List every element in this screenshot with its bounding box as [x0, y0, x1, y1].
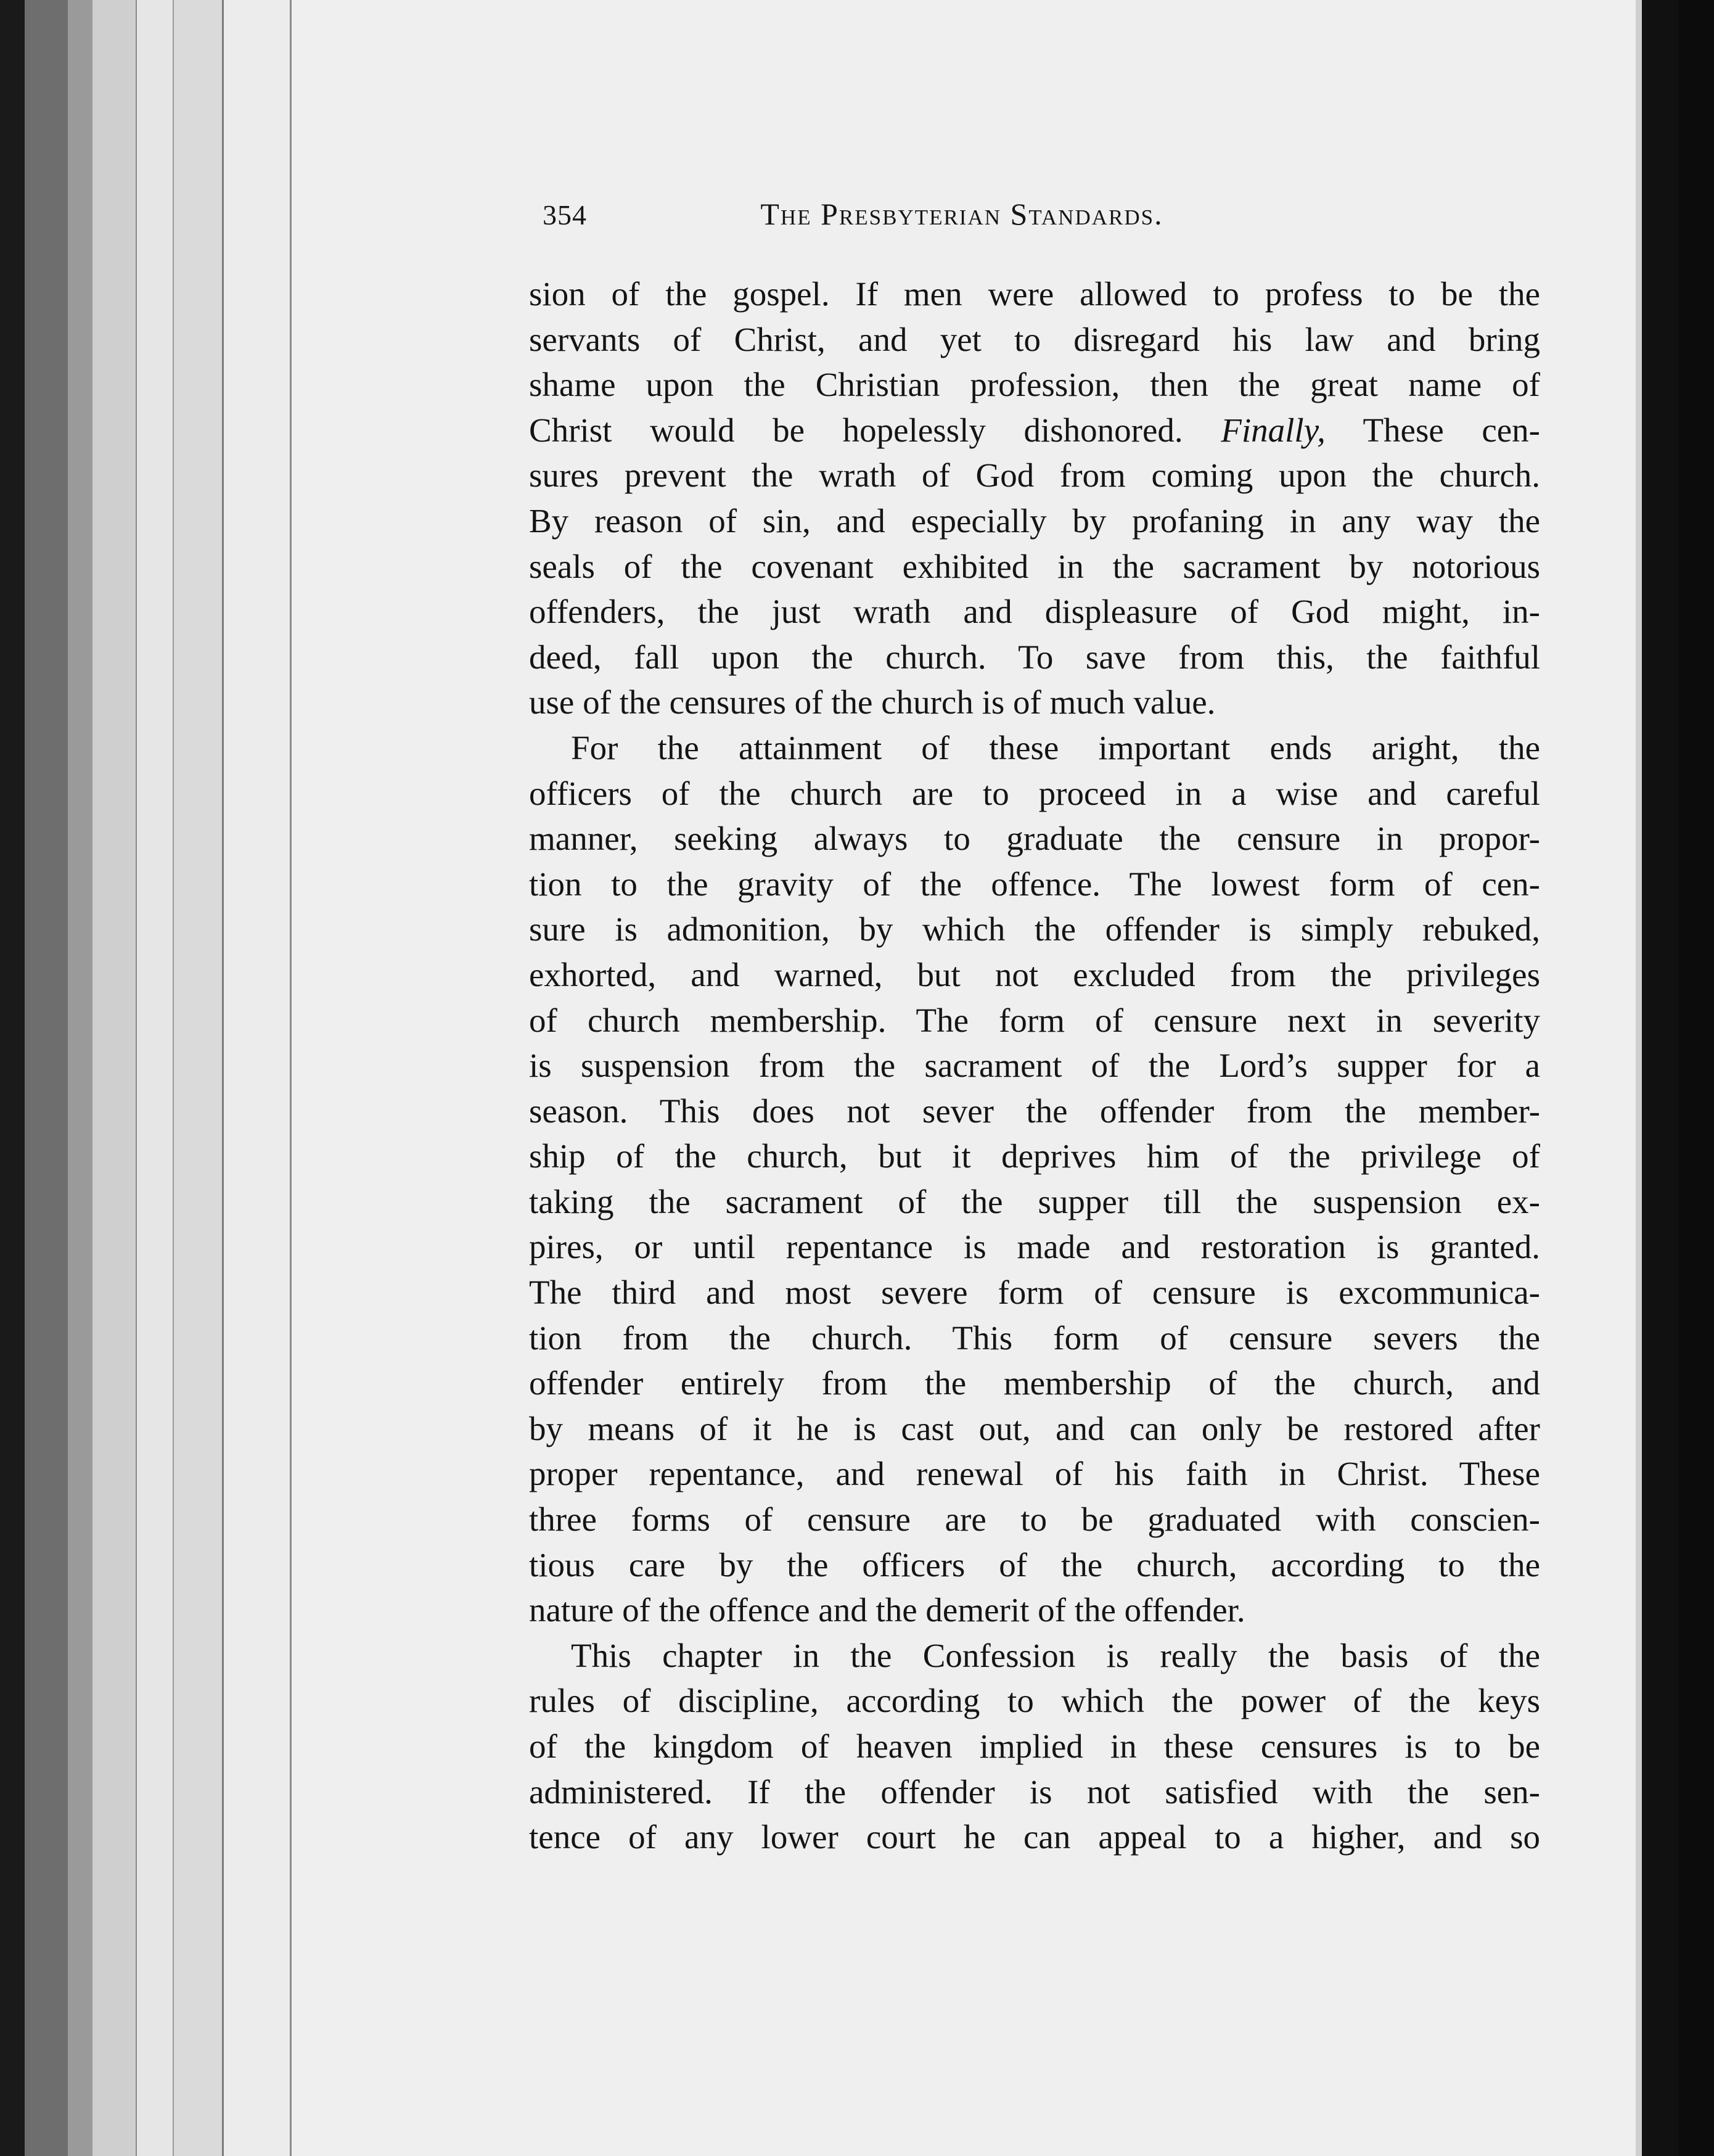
book-page-stack-edge: [68, 0, 92, 2156]
text-line: rules of discipline, according to which the power of the keys: [529, 1682, 1540, 1720]
text-line: taking the sacrament of the supper till the suspension ex-: [529, 1182, 1540, 1220]
book-binding-edge: [0, 0, 25, 2156]
text-line-with-italic: [529, 408, 1540, 453]
text-line: The third and most severe form of censure is excommunica-: [529, 1273, 1540, 1312]
running-title: The Presbyterian Standards.: [760, 197, 1163, 231]
book-page-stack-edge: [25, 0, 68, 2156]
page-right-edge: [1636, 0, 1642, 2156]
text-line: by means of it he is cast out, and can only be restored after: [529, 1409, 1540, 1447]
page-number: 354: [543, 199, 587, 231]
text-line: three forms of censure are to be graduated with conscien-: [529, 1500, 1540, 1539]
running-head: [543, 196, 1289, 245]
text-line: administered. If the offender is not satisfied with the sen-: [529, 1772, 1540, 1811]
text-line: pires, or until repentance is made and restoration is granted.: [529, 1228, 1540, 1266]
text-line: use of the censures of the church is of much value.: [529, 683, 1216, 722]
italic-word: Finally,: [1221, 411, 1326, 449]
text-line: tion from the church. This form of censure severs the: [529, 1319, 1540, 1357]
text-line: sion of the gospel. If men were allowed to profess to be the: [529, 275, 1540, 313]
text-line: tence of any lower court he can appeal to a higher, and so: [529, 1818, 1540, 1856]
text-line: servants of Christ, and yet to disregard his law and bring: [529, 320, 1540, 358]
book-page-stack-edge: [222, 0, 292, 2156]
book-page-stack-edge: [136, 0, 174, 2156]
body-text: [529, 271, 1540, 1860]
book-page-stack-edge: [92, 0, 136, 2156]
text-line: sure is admonition, by which the offender is simply rebuked,: [529, 910, 1540, 948]
book-page-stack-edge: [173, 0, 223, 2156]
text-line: This chapter in the Confession is really the basis of the: [571, 1636, 1540, 1674]
text-line: shame upon the Christian profession, then the great name of: [529, 366, 1540, 404]
text-line: ship of the church, but it deprives him of the privilege of: [529, 1137, 1540, 1175]
text-line: deed, fall upon the church. To save from this, the faithful: [529, 638, 1540, 676]
text-line: manner, seeking always to graduate the censure in propor-: [529, 820, 1540, 858]
text-line: officers of the church are to proceed in a wise and careful: [529, 774, 1540, 812]
text-fragment: Christ would be hopelessly dishonored.: [529, 411, 1183, 449]
text-line: of church membership. The form of censure next in severity: [529, 1001, 1540, 1039]
text-line: sures prevent the wrath of God from coming upon the church.: [529, 456, 1540, 495]
text-line: is suspension from the sacrament of the Lord’s supper for a: [529, 1047, 1540, 1085]
text-line: offenders, the just wrath and displeasure of God might, in-: [529, 593, 1540, 631]
text-fragment: These cen-: [1363, 411, 1540, 449]
text-line: proper repentance, and renewal of his faith in Christ. These: [529, 1455, 1540, 1493]
text-line: of the kingdom of heaven implied in these censures is to be: [529, 1727, 1540, 1765]
scan-border: [1642, 0, 1679, 2156]
text-line: seals of the covenant exhibited in the sacrament by notorious: [529, 547, 1540, 585]
text-line: By reason of sin, and especially by profaning in any way the: [529, 501, 1540, 540]
text-line: For the attainment of these important ends aright, the: [571, 728, 1540, 767]
text-line: exhorted, and warned, but not excluded from the privileges: [529, 955, 1540, 994]
text-line: nature of the offence and the demerit of the offender.: [529, 1591, 1245, 1629]
text-line: season. This does not sever the offender from the member-: [529, 1092, 1540, 1130]
text-line: tion to the gravity of the offence. The lowest form of cen-: [529, 865, 1540, 903]
text-line: tious care by the officers of the church, according to the: [529, 1545, 1540, 1584]
text-line: offender entirely from the membership of the church, and: [529, 1364, 1540, 1402]
